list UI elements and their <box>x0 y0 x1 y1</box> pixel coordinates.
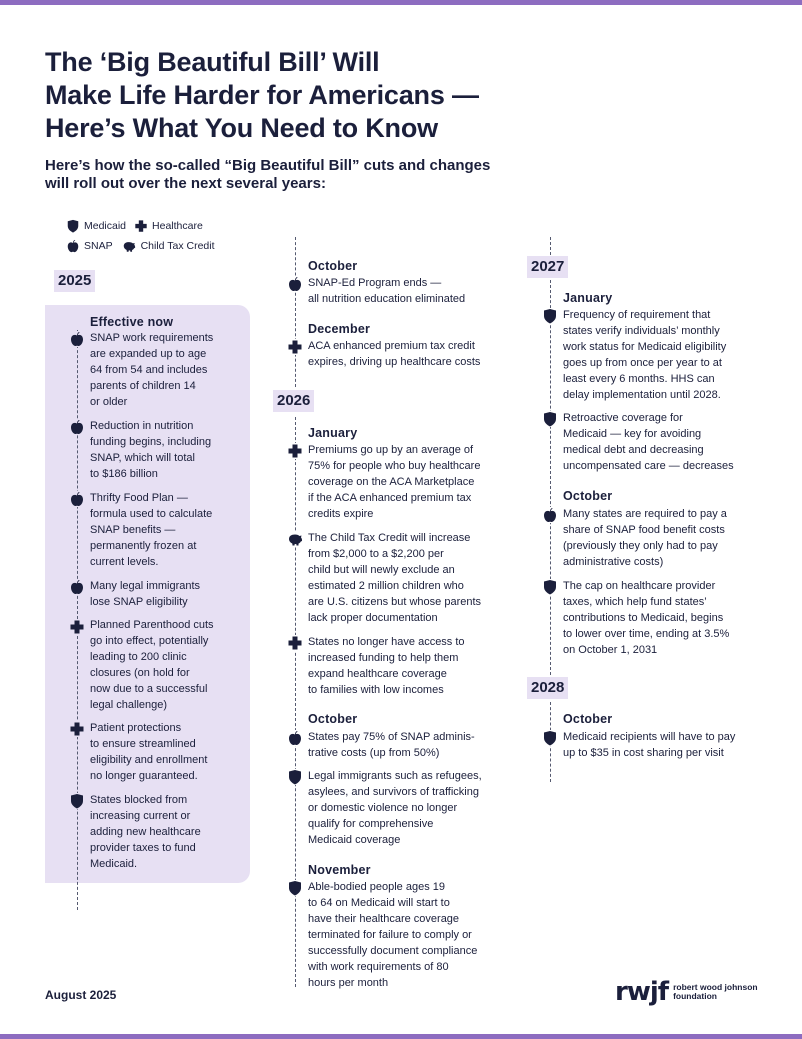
year-2028-label: 2028 <box>527 677 568 699</box>
item-line: delay implementation until 2028. <box>563 389 721 401</box>
item-line: 64 from 54 and includes <box>90 364 208 376</box>
item-line: on October 1, 2031 <box>563 644 658 656</box>
legend-row-1 <box>66 217 211 235</box>
item-line: States pay 75% of SNAP adminis- <box>308 731 475 743</box>
shield-icon <box>66 219 80 233</box>
subtitle-line-2: will roll out over the next several years: <box>45 175 326 192</box>
year-2026-label: 2026 <box>273 390 314 412</box>
item-line: Legal immigrants such as refugees, <box>308 770 482 782</box>
logo-line-2: foundation <box>673 991 717 1001</box>
item-line: expires, driving up healthcare costs <box>308 356 481 368</box>
item-line: Able-bodied people ages 19 <box>308 881 446 893</box>
january-2026-heading: January <box>308 426 358 440</box>
legend-healthcare <box>134 219 203 233</box>
item-line: Many states are required to pay a <box>563 508 727 520</box>
list-item <box>308 634 538 698</box>
item-line: SNAP work requirements <box>90 332 214 344</box>
item-line: lack proper documentation <box>308 612 438 624</box>
list-item <box>90 578 250 610</box>
timeline-line-pre-2027 <box>550 237 551 255</box>
list-item <box>308 729 538 761</box>
cross-icon <box>69 721 85 737</box>
legend-medicaid <box>66 219 126 233</box>
list-item <box>308 442 538 522</box>
item-line: uncompensated care — decreases <box>563 460 734 472</box>
piggy-bank-icon <box>121 239 137 253</box>
shield-icon <box>69 793 85 809</box>
list-item <box>308 530 538 626</box>
legend-child-tax-credit <box>121 239 215 253</box>
item-line: with work requirements of 80 <box>308 961 449 973</box>
apple-icon <box>69 419 85 435</box>
shield-icon <box>542 579 558 595</box>
item-line: Reduction in nutrition <box>90 420 194 432</box>
list-item <box>90 490 250 570</box>
item-line: The cap on healthcare provider <box>563 580 716 592</box>
shield-icon <box>542 730 558 746</box>
item-line: Premiums go up by an average of <box>308 444 474 456</box>
subtitle-line-1: Here’s how the so-called “Big Beautiful Bill” cuts and changes <box>45 157 491 174</box>
year-2027-label: 2027 <box>527 256 568 278</box>
item-line: (previously they only had to pay <box>563 540 718 552</box>
item-line: States blocked from <box>90 794 188 806</box>
item-line: estimated 2 million children who <box>308 580 464 592</box>
title-line-2: Make Life Harder for Americans — <box>45 80 479 110</box>
title-line-1: The ‘Big Beautiful Bill’ Will <box>45 47 380 77</box>
cross-icon <box>287 443 303 459</box>
october-2025-heading: October <box>308 259 358 273</box>
item-line: if the ACA enhanced premium tax <box>308 492 472 504</box>
item-line: current levels. <box>90 556 159 568</box>
shield-icon <box>287 769 303 785</box>
item-line: no longer guaranteed. <box>90 770 198 782</box>
item-line: Frequency of requirement that <box>563 309 711 321</box>
legend-snap <box>66 239 113 253</box>
item-line: The Child Tax Credit will increase <box>308 532 471 544</box>
item-line: or domestic violence no longer <box>308 802 458 814</box>
item-line: go into effect, potentially <box>90 635 209 647</box>
list-item <box>90 617 250 713</box>
cross-icon <box>287 339 303 355</box>
item-line: Medicaid — key for avoiding <box>563 428 702 440</box>
item-line: Thrifty Food Plan — <box>90 492 188 504</box>
shield-icon <box>542 308 558 324</box>
item-line: leading to 200 clinic <box>90 651 187 663</box>
item-line: states verify individuals’ monthly <box>563 325 720 337</box>
item-line: adding new healthcare <box>90 826 201 838</box>
item-line: to 64 on Medicaid will start to <box>308 897 450 909</box>
item-line: trative costs (up from 50%) <box>308 747 440 759</box>
legend-medicaid-label: Medicaid <box>84 220 127 232</box>
october-2027-heading: October <box>563 489 613 503</box>
item-line: to ensure streamlined <box>90 738 196 750</box>
effective-now-heading: Effective now <box>90 315 174 329</box>
list-item <box>308 338 538 370</box>
list-item <box>90 418 250 482</box>
bottom-accent-bar <box>0 1034 802 1039</box>
item-line: permanently frozen at <box>90 540 197 552</box>
item-line: funding begins, including <box>90 436 212 448</box>
list-item <box>308 768 538 848</box>
item-line: contributions to Medicaid, begins <box>563 612 724 624</box>
logo-line-1: robert wood johnson <box>673 982 758 992</box>
piggy-bank-icon <box>286 531 304 547</box>
page-title <box>45 46 645 145</box>
item-line: medical debt and decreasing <box>563 444 704 456</box>
item-line: successfully document compliance <box>308 945 478 957</box>
item-line: States no longer have access to <box>308 636 465 648</box>
legend-snap-label: SNAP <box>84 240 113 252</box>
item-line: parents of children 14 <box>90 380 196 392</box>
timeline-line-2027 <box>550 280 551 675</box>
item-line: increasing current or <box>90 810 191 822</box>
shield-icon <box>287 880 303 896</box>
november-2026-heading: November <box>308 863 371 877</box>
apple-icon <box>287 276 303 292</box>
cross-icon <box>69 619 85 635</box>
shield-icon <box>542 411 558 427</box>
legend-child-tax-credit-label: Child Tax Credit <box>140 240 215 252</box>
item-line: to lower over time, ending at 3.5% <box>563 628 730 640</box>
list-item <box>90 330 250 410</box>
item-line: taxes, which help fund states’ <box>563 596 707 608</box>
item-line: hours per month <box>308 977 389 989</box>
apple-icon <box>69 491 85 507</box>
apple-icon <box>69 579 85 595</box>
item-line: to $186 billion <box>90 468 158 480</box>
page-subtitle <box>45 157 605 193</box>
item-line: formula used to calculate <box>90 508 213 520</box>
item-line: administrative costs) <box>563 556 664 568</box>
item-line: up to $35 in cost sharing per visit <box>563 747 724 759</box>
timeline-line-2026 <box>295 417 296 987</box>
list-item <box>563 506 788 570</box>
logo-mark: rwjf <box>615 977 669 1007</box>
item-line: least every 6 months. HHS can <box>563 373 715 385</box>
item-line: Patient protections <box>90 722 182 734</box>
legend-healthcare-label: Healthcare <box>152 220 203 232</box>
item-line: legal challenge) <box>90 699 168 711</box>
item-line: are expanded up to age <box>90 348 207 360</box>
item-line: SNAP benefits — <box>90 524 176 536</box>
item-line: Medicaid recipients will have to pay <box>563 731 736 743</box>
list-item <box>563 578 788 658</box>
year-2025-label: 2025 <box>54 270 95 292</box>
list-item <box>563 729 788 761</box>
october-2026-heading: October <box>308 712 358 726</box>
item-line: closures (on hold for <box>90 667 190 679</box>
item-line: have their healthcare coverage <box>308 913 460 925</box>
october-2028-heading: October <box>563 712 613 726</box>
item-line: goes up from once per year to at <box>563 357 722 369</box>
item-line: eligibility and enrollment <box>90 754 208 766</box>
item-line: coverage on the ACA Marketplace <box>308 476 475 488</box>
list-item <box>308 879 538 991</box>
item-line: are U.S. citizens but whose parents <box>308 596 482 608</box>
item-line: now due to a successful <box>90 683 208 695</box>
item-line: SNAP-Ed Program ends — <box>308 277 442 289</box>
item-line: qualify for comprehensive <box>308 818 434 830</box>
list-item <box>90 720 250 784</box>
rwjf-logo <box>615 978 763 1006</box>
item-line: credits expire <box>308 508 374 520</box>
item-line: child but will newly exclude an <box>308 564 455 576</box>
item-line: Medicaid coverage <box>308 834 401 846</box>
item-line: share of SNAP food benefit costs <box>563 524 725 536</box>
apple-icon <box>66 239 80 253</box>
december-2025-heading: December <box>308 322 371 336</box>
item-line: work status for Medicaid eligibility <box>563 341 727 353</box>
publication-date: August 2025 <box>45 988 117 1002</box>
item-line: asylees, and survivors of trafficking <box>308 786 479 798</box>
list-item <box>90 792 250 872</box>
apple-icon <box>287 730 303 746</box>
item-line: Medicaid. <box>90 858 138 870</box>
top-accent-bar <box>0 0 802 5</box>
item-line: Retroactive coverage for <box>563 412 683 424</box>
list-item <box>563 307 788 403</box>
item-line: terminated for failure to comply or <box>308 929 472 941</box>
item-line: or older <box>90 396 128 408</box>
title-line-3: Here’s What You Need to Know <box>45 113 438 143</box>
january-2027-heading: January <box>563 291 613 305</box>
cross-icon <box>287 635 303 651</box>
apple-icon <box>69 331 85 347</box>
item-line: 75% for people who buy healthcare <box>308 460 481 472</box>
timeline-line-2025-late <box>295 237 296 387</box>
legend-row-2 <box>66 237 223 255</box>
apple-icon <box>542 507 558 523</box>
item-line: provider taxes to fund <box>90 842 196 854</box>
item-line: all nutrition education eliminated <box>308 293 466 305</box>
item-line: expand healthcare coverage <box>308 668 447 680</box>
item-line: lose SNAP eligibility <box>90 596 188 608</box>
item-line: Many legal immigrants <box>90 580 201 592</box>
item-line: ACA enhanced premium tax credit <box>308 340 475 352</box>
item-line: increased funding to help them <box>308 652 459 664</box>
item-line: Planned Parenthood cuts <box>90 619 214 631</box>
item-line: from $2,000 to a $2,200 per <box>308 548 444 560</box>
item-line: SNAP, which will total <box>90 452 195 464</box>
logo-wordmark <box>673 983 763 1001</box>
list-item <box>563 410 788 474</box>
cross-icon <box>134 219 148 233</box>
item-line: to families with low incomes <box>308 684 444 696</box>
list-item <box>308 275 538 307</box>
